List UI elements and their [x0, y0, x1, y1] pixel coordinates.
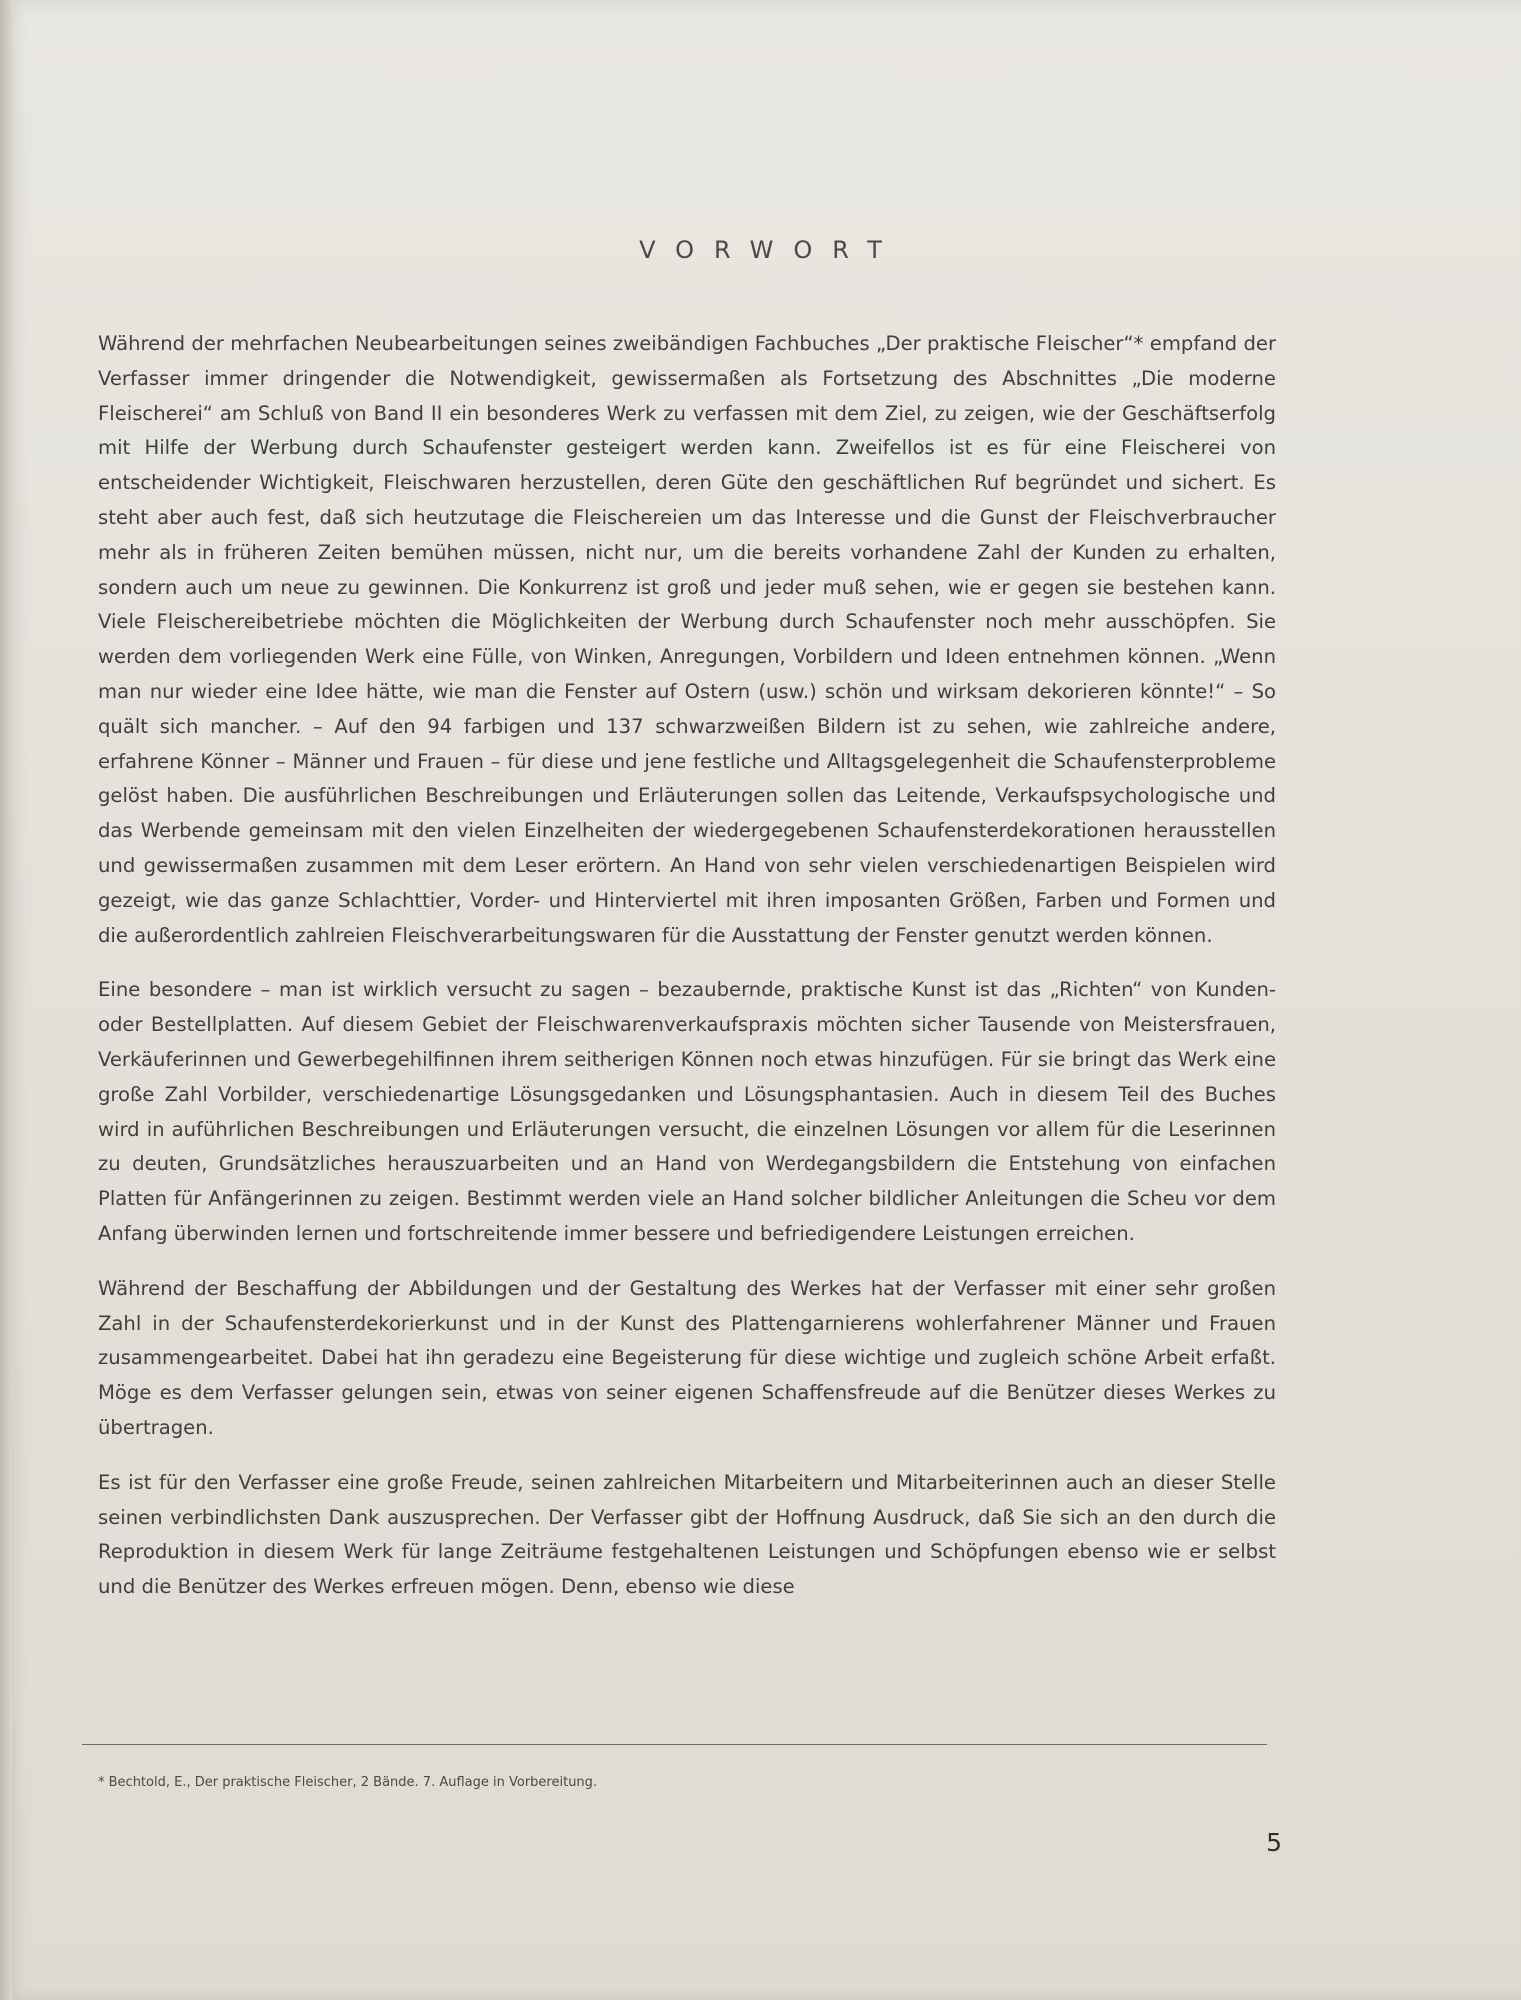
page-gutter-shadow	[0, 0, 12, 2000]
paragraph-1: Während der mehrfachen Neubearbeitungen seines zweibändigen Fachbuches „Der praktische Fleischer“* empfand der Verfasser immer dringender die Notwendigkeit, gewissermaßen als Fortsetzung des Abschnittes „Die moderne Fleischerei“ am Schluß von Band II ein besonderes Werk zu verfassen mit dem Ziel, zu zeigen, wie der Geschäftserfolg mit Hilfe der Werbung durch Schaufenster gesteigert werden kann. Zweifellos ist es für eine Fleischerei von entscheidender Wichtigkeit, Fleischwaren herzustellen, deren Güte den geschäftlichen Ruf begründet und sichert. Es steht aber auch fest, daß sich heutzutage die Fleischereien um das Interesse und die Gunst der Fleischverbraucher mehr als in früheren Zeiten bemühen müssen, nicht nur, um die bereits vorhandene Zahl der Kunden zu erhalten, sondern auch um neue zu gewinnen. Die Konkurrenz ist groß und jeder muß sehen, wie er gegen sie bestehen kann. Viele Fleischereibetriebe möchten die Möglichkeiten der Werbung durch Schaufenster noch mehr ausschöpfen. Sie werden dem vorliegenden Werk eine Fülle, von Winken, Anregungen, Vorbildern und Ideen entnehmen können. „Wenn man nur wieder eine Idee hätte, wie man die Fenster auf Ostern (usw.) schön und wirksam dekorieren könnte!“ – So quält sich mancher. – Auf den 94 farbigen und 137 schwarzweißen Bildern ist zu sehen, wie zahlreiche andere, erfahrene Könner – Männer und Frauen – für diese und jene festliche und Alltagsgelegenheit die Schaufensterprobleme gelöst haben. Die ausführlichen Beschreibungen und Erläuterungen sollen das Leitende, Verkaufspsychologische und das Werbende gemeinsam mit den vielen Einzelheiten der wiedergegebenen Schaufensterdekorationen herausstellen und gewissermaßen zusammen mit dem Leser erörtern. An Hand von sehr vielen verschiedenartigen Beispielen wird gezeigt, wie das ganze Schlachttier, Vorder- und Hinterviertel mit ihren imposanten Größen, Farben und Formen und die außerordentlich zahlreien Fleischverarbeitungswaren für die Ausstattung der Fenster genutzt werden können.	[98, 332, 1276, 947]
page-heading: VORWORT	[639, 236, 902, 265]
footnote-divider	[82, 1744, 1267, 1745]
paragraph-2: Eine besondere – man ist wirklich versucht zu sagen – bezaubernde, praktische Kunst ist das „Richten“ von Kunden- oder Bestellplatten. Auf diesem Gebiet der Fleischwarenverkaufspraxis möchten sicher Tausende von Meistersfrauen, Verkäuferinnen und Gewerbegehilfinnen ihrem seitherigen Können noch etwas hinzufügen. Für sie bringt das Werk eine große Zahl Vorbilder, verschiedenartige Lösungsgedanken und Lösungsphantasien. Auch in diesem Teil des Buches wird in auführlichen Beschreibungen und Erläuterungen versucht, die einzelnen Lösungen vor allem für die Leserinnen zu deuten, Grundsätzliches herauszuarbeiten und an Hand von Werdegangsbildern die Entstehung von einfachen Platten für Anfängerinnen zu zeigen. Bestimmt werden viele an Hand solcher bildlicher Anleitungen die Scheu vor dem Anfang überwinden lernen und fortschreitende immer bessere und befriedigendere Leistungen erreichen.	[98, 978, 1276, 1245]
body-text	[98, 327, 1276, 1625]
paragraph-3: Während der Beschaffung der Abbildungen und der Gestaltung des Werkes hat der Verfasser mit einer sehr großen Zahl in der Schaufensterdekorierkunst und in der Kunst des Plattengarnierens wohlerfahrener Männer und Frauen zusammengearbeitet. Dabei hat ihn geradezu eine Begeisterung für diese wichtige und zugleich schöne Arbeit erfaßt. Möge es dem Verfasser gelungen sein, etwas von seiner eigenen Schaffensfreude auf die Benützer dieses Werkes zu übertragen.	[98, 1276, 1276, 1439]
paragraph-4: Es ist für den Verfasser eine große Freude, seinen zahlreichen Mitarbeitern und Mitarbeiterinnen auch an dieser Stelle seinen verbindlichsten Dank auszusprechen. Der Verfasser gibt der Hoffnung Ausdruck, daß Sie sich an den durch die Reproduktion in diesem Werk für lange Zeiträume festgehaltenen Leistungen und Schöpfungen ebenso wie er selbst und die Benützer des Werkes erfreuen mögen. Denn, ebenso wie diese	[98, 1470, 1276, 1599]
page-number: 5	[1266, 1828, 1282, 1857]
footnote: * Bechtold, E., Der praktische Fleischer, 2 Bände. 7. Auflage in Vorbereitung.	[98, 1775, 598, 1790]
